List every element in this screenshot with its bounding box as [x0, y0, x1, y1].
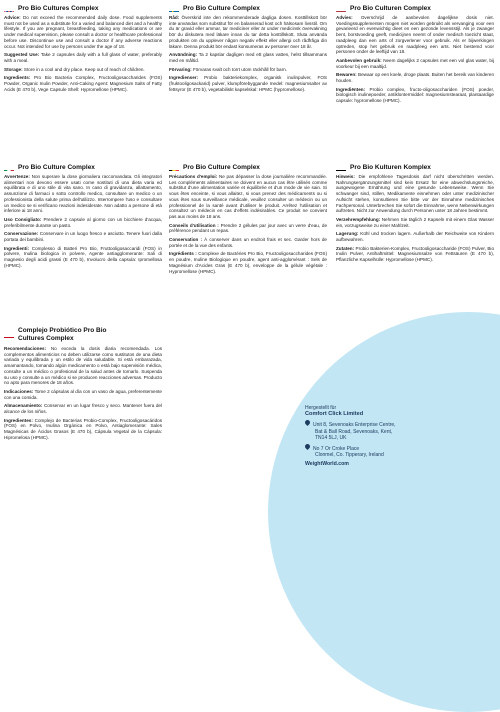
advice-paragraph: Hinweis: Die empfohlene Tagesdosis darf nicht überschritten werden. Nahrungsergänzungsmittel sind kein Ersatz für eine abwechslungsreiche, ausgewogene Ernährung und eine gesunde Lebensweise. Wenn Sie schwanger sind, stillen, Medikamente einnehmen oder unter medizinischer Aufsicht stehen, konsultieren Sie bitte vor der Einnahme medizinisches Fachpersonal. Unterbrechen Sie sofort die Einnahme, wenn Nebenwirkungen auftreten. Nicht zur Anwendung durch Personen unter 18 Jahren bestimmt.: [336, 174, 494, 214]
section-title: Complejo Probiótico Pro Bio Cultures Complex: [18, 327, 107, 342]
section-title: Pro Bio Kulturen Komplex: [350, 164, 431, 171]
ingredients-paragraph: Ingredientes: Complejo de Bacterias Probio-Complex, Fructooligosacáridos (FOS) en Polvo, Inulina Orgánica en Polvo, Antiaglomerante: Sales Magnésicas de Ácidos Grasos (E 470 b), Cápsula Vegetal de la Cápsula: Hipromelosa (HPMC).: [4, 417, 162, 440]
advice-paragraph: Recomendaciones: No exceda la dosis diaria recomendada. Los complementos alimenticios no deben utilizarse como sustitutos de una dieta variada y equilibrada y un estilo de vida saludable. Si está embarazada, amamantando, tomando algún medicamento o está bajo supervisión médica, consulte a un médico o profesional de la salud antes de tomarlo. Suspenda su uso y consulte a un médico si se producen reacciones adversas. Producto no apto para menores de 18 años.: [4, 346, 162, 386]
uk-address: Unit 8, Sevenoaks Enterprise Centre, Bat & Ball Road, Sevenoaks, Kent, TN14 5LJ, UK: [305, 420, 396, 441]
section-english: [4, 5, 162, 95]
ingredients-paragraph: Ingredienser: Probio bakteriekomplex, organisk inulinpulver, FOS (fruktooligosackarid) pulver, klumpförebyggande medel: magnesiumsalter av fettsyror (E 470 b), vegetabiliskt kapselskal: HPMC (hypromellose).: [169, 75, 327, 92]
ie-address: No 7 Or Croke Place Clonmel, Co. Tipperary, Ireland: [305, 444, 396, 458]
storage-paragraph: Storage: Store in a cool and dry place. Keep out of reach of children.: [4, 66, 145, 72]
section-german: [336, 164, 494, 266]
usage-paragraph: Suggested Use: Take 2 capsules daily with a full glass of water, preferably with a meal.: [4, 52, 162, 63]
section-header: [169, 5, 327, 12]
spain-flag-icon: [4, 331, 14, 338]
section-french: [169, 164, 327, 277]
usage-paragraph: Verzehrempfehlung: Nehmen Sie täglich 2 Kapseln mit einem Glas Wasser ein, vorzugsweise zu einer Mahlzeit.: [336, 216, 494, 228]
usage-paragraph: Indicaciones: Tome 2 cápsulas al día con un vaso de agua, preferentemente con una comida.: [4, 388, 162, 400]
storage-paragraph: Almacenamiento: Conservar en un lugar fresco y seco. Mantener fuera del alcance de los niños.: [4, 403, 163, 415]
storage-paragraph: Conservation : À conserver dans un endroit frais et sec. Garder hors de portée et de la vue des enfants.: [169, 237, 327, 248]
section-title: Pro Bio Culture Complex: [18, 164, 95, 171]
section-spanish: [4, 327, 162, 444]
ingredients-paragraph: Ingredients: Pro Bio Bacteria Complex, Fructooligosaccharides (FOS) Powder, Organic Inulin Powder, Anti-Caking Agent: Magnesium Salts of Fatty Acids (E 470 b), Vege Capsule Shell: Hypromellose (HPMC).: [4, 75, 162, 92]
section-header: [336, 164, 494, 171]
advice-paragraph: Råd: Överskrid inte den rekommenderade dagliga dosen. Kosttillskott bör inte användas som substitut för en balanserad kost och hälsosam livsstil. Om du är gravid eller ammar, tar mediciner eller är under medicinsk övervakning bör du diskutera med läkare innan du tar detta kosttillskott. Sluta använda produkten om du upplever någon negativ effekt eller allergi och rådfråga din läkare. Denna produkt bör endast konsumeras av personer över 18 år.: [169, 15, 328, 49]
ingredients-paragraph: Ingredienti: Complesso di Batteri Pro Bio, Fruttooligosaccaridi (FOS) in polvere, Inulina biologica in polvere, Agente antiagglomerante: Sali di magnesio degli acidi grassi (E 470 b), Involucro della capsula: Ipromellosa (HPMC).: [4, 245, 162, 268]
advice-paragraph: Advice: Do not exceed the recommended daily dose. Food supplements must not be used as a substitute for a varied and balanced diet and a healthy lifestyle. If you are pregnant, breastfeeding, taking any medications or are under medical supervision, please consult a doctor or healthcare professional before use. Discontinue use and consult a doctor if any adverse reactions occur. Not intended for use by persons under the age of 18.: [4, 15, 162, 49]
uk-flag-icon: [4, 5, 14, 12]
storage-paragraph: Conservazione: Conservare in un luogo fresco e asciutto. Tenere fuori dalla portata dei bambini.: [4, 231, 163, 243]
advice-paragraph: Avvertenze: Non superare la dose giornaliera raccomandata. Gli integratori alimentari non devono essere usati come sostituti di una dieta varia ed equilibrata e di uno stile di vita sano. In caso di gravidanza, allattamento, assunzione di farmaci o sotto controllo medico, consultare un medico o un professionista della salute prima dell'utilizzo. Interrompere l'uso e consultare un medico se si verificano reazioni indesiderate. Non adatto a persone di età inferiore ai 18 anni.: [4, 174, 162, 214]
ingredients-paragraph: Ingrédients : Complexe de Bactéries Pro Bio, Fructooligosaccharides (FOS) en poudre, Inuline Biologique en poudre, agent anti-agglomérant : Sels de Magnésium d'Acides Gras (E 470 b), enveloppe de la gélule végétale : Hypromellose (HPMC).: [169, 251, 327, 274]
section-title: Pro Bio Culture Complex: [183, 5, 260, 12]
storage-paragraph: Lagerung: Kühl und trocken lagern. Außerhalb der Reichweite von Kindern aufbewahren.: [336, 231, 494, 243]
section-header: [336, 5, 494, 12]
netherlands-flag-icon: [336, 5, 346, 12]
manufactured-for-label: Hergestellt für: [305, 405, 337, 411]
advice-paragraph: Précautions d'emploi: Ne pas dépasser la dose journalière recommandée. Les compléments alimentaires ne doivent en aucun cas être utilisés comme substitut d'une alimentation variée et équilibrée et d'un mode de vie sain. Si vous êtes enceinte, si vous allaitez, si vous prenez des médicaments ou si vous êtes sous surveillance médicale, veuillez consulter un médecin ou un professionnel de la santé avant d'utiliser le produit. Arrêtez l'utilisation et consultez un médecin en cas d'effets indésirables. Ce produit ne convient pas aux moins de 18 ans.: [169, 174, 327, 219]
storage-paragraph: Förvaring: Förvaras svalt och torrt utom räckhåll för barn.: [169, 66, 287, 72]
storage-paragraph: Bewaren: Bewaar op een koele, droge plaats. Buiten het bereik van kinderen houden.: [336, 72, 495, 84]
advice-paragraph: Advies: Overschrijd de aanbevolen dagelijkse dosis niet. Voedingssupplementen mogen niet worden gebruikt als vervanging voor een gevarieerd en evenwichtig dieet en een gezonde levensstijl. Als je zwanger bent, borstvoeding geeft, medicijnen neemt of onder medisch toezicht staat, raadpleeg dan een arts of zorgverlener voor gebruik. Als er bijwerkingen optreden, stop het gebruik en raadpleeg een arts. Niet bestemd voor personen onder de leeftijd van 18.: [336, 15, 494, 55]
section-header: [4, 327, 162, 343]
sweden-flag-icon: [169, 5, 179, 12]
section-dutch: [336, 5, 494, 107]
section-header: [169, 164, 327, 171]
usage-paragraph: Uso Consigliato: Prendere 2 capsule al giorno con un bicchiere d'acqua, preferibilmente durante un pasto.: [4, 216, 163, 228]
italy-flag-icon: [4, 164, 14, 171]
section-italian: [4, 164, 162, 272]
usage-paragraph: Aanbevolen gebruik: Neem dagelijks 2 capsules met een vol glas water, bij voorkeur bij een maaltijd.: [336, 57, 495, 69]
location-pin-icon: [305, 444, 310, 450]
decorative-circle: [268, 312, 500, 712]
ingredients-paragraph: Zutaten: Probio Bakterien-Komplex, Fructooligosaccharide (FOS) Pulver, Bio Inulin Pulver, Antihaftmittel: Magnesiumsalze von Fettsäuren (E 470 b), Pflanzliche Kapselhülle: Hypromellose (HPMC).: [336, 245, 495, 263]
website-link[interactable]: WeightWorld.com: [305, 461, 349, 468]
belgium-flag-icon: [169, 164, 179, 171]
section-title: Pro Bio Culturen Complex: [350, 5, 431, 12]
section-header: [4, 164, 162, 171]
ingredients-paragraph: Ingrediënten: Probio complex, fructo-oligosacchariden (FOS) poeder, biologisch inulinepoeder, antiklontermiddel: magnesiumstearaat, plantaardige capsule: hypromellose (HPMC).: [336, 86, 495, 104]
usage-paragraph: Conseils d'utilisation : Prendre 2 gélules par jour avec un verre d'eau, de préférence pendant un repas.: [169, 222, 328, 234]
company-name: Comfort Click Limited: [305, 411, 364, 418]
section-header: [4, 5, 162, 12]
section-title: Pro Bio Cultures Complex: [18, 5, 99, 12]
section-title: Pro Bio Culture Complex: [183, 164, 260, 171]
usage-paragraph: Användning: Ta 2 kapslar dagligen med ett glass vatten, helst tillsammans med en måltid.: [169, 52, 327, 63]
section-swedish: [169, 5, 327, 95]
manufacturer-block: [305, 405, 396, 468]
location-pin-icon: [305, 420, 310, 426]
germany-flag-icon: [336, 164, 346, 171]
